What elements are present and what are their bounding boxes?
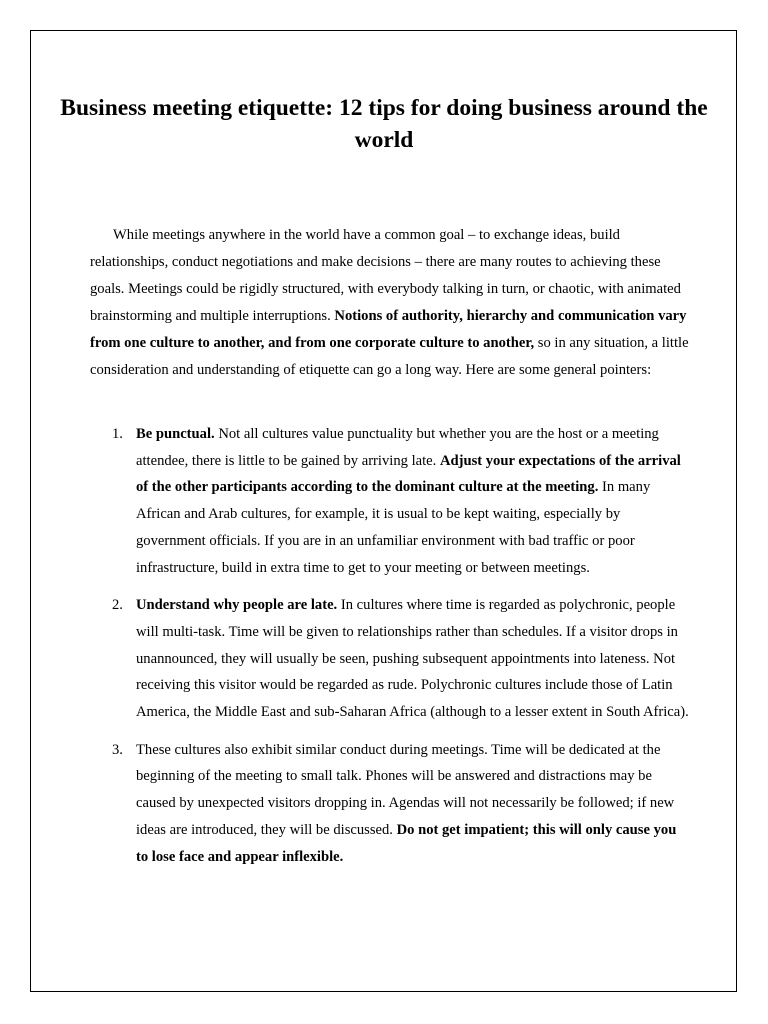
tip-item-2 — [90, 592, 690, 726]
tip-text: In cultures where time is regarded as polychronic, people will multi-task. Time will be given to relationships rather than schedules. If a visitor drops in unannounced, they will usually be seen, pushing subsequent appointments into lateness. Not receiving this visitor would be regarded as rude. Polychronic cultures include those of Latin America, the Middle East and sub-Saharan Africa (although to a lesser extent in South Africa). — [136, 597, 689, 721]
tips-list — [90, 421, 690, 881]
tip-emphasis: Adjust your expectations of the arrival of the other participants according to the dominant culture at the meeting. — [136, 452, 681, 496]
tip-heading: Be punctual. — [136, 426, 215, 442]
tip-item-3 — [90, 737, 690, 871]
tip-heading: Understand why people are late. — [136, 597, 338, 614]
tip-text: Not all cultures value punctuality but whether you are the host or a meeting attendee, there is little to be gained by arriving late. — [136, 426, 659, 469]
document-body — [90, 222, 690, 384]
intro-emphasis: Notions of authority, hierarchy and communication vary from one culture to another, and from one corporate culture to another, — [90, 308, 687, 351]
tip-text-continued: In many African and Arab cultures, for example, it is usual to be kept waiting, especially by government officials. If you are in an unfamiliar environment with bad traffic or poor infrastructure, build in extra time to get to your meeting or between meetings. — [136, 479, 651, 576]
tip-item-1 — [90, 421, 690, 581]
tip-emphasis: Do not get impatient; this will only cause you to lose face and appear inflexible. — [136, 821, 677, 865]
intro-paragraph — [90, 222, 690, 384]
tip-number: 3. — [112, 741, 123, 758]
tip-number: 1. — [112, 426, 123, 442]
intro-text-continued: so in any situation, a little consideration and understanding of etiquette can go a long way. Here are some general pointers: — [90, 335, 689, 378]
tip-number: 2. — [112, 597, 123, 614]
intro-text: While meetings anywhere in the world have a common goal – to exchange ideas, build relationships, conduct negotiations and make decisions – there are many routes to achieving these goals. Meetings could be rigidly structured, with everybody talking in turn, or chaotic, with animated brainstorming and multiple interruptions. — [90, 227, 681, 324]
document-title: Business meeting etiquette: 12 tips for doing business around the world — [60, 95, 708, 153]
tip-text: These cultures also exhibit similar conduct during meetings. Time will be dedicated at the beginning of the meeting to small talk. Phones will be answered and distractions may be caused by unexpected visitors dropping in. Agendas will not necessarily be followed; if new ideas are introduced, they will be discussed. — [136, 741, 675, 838]
